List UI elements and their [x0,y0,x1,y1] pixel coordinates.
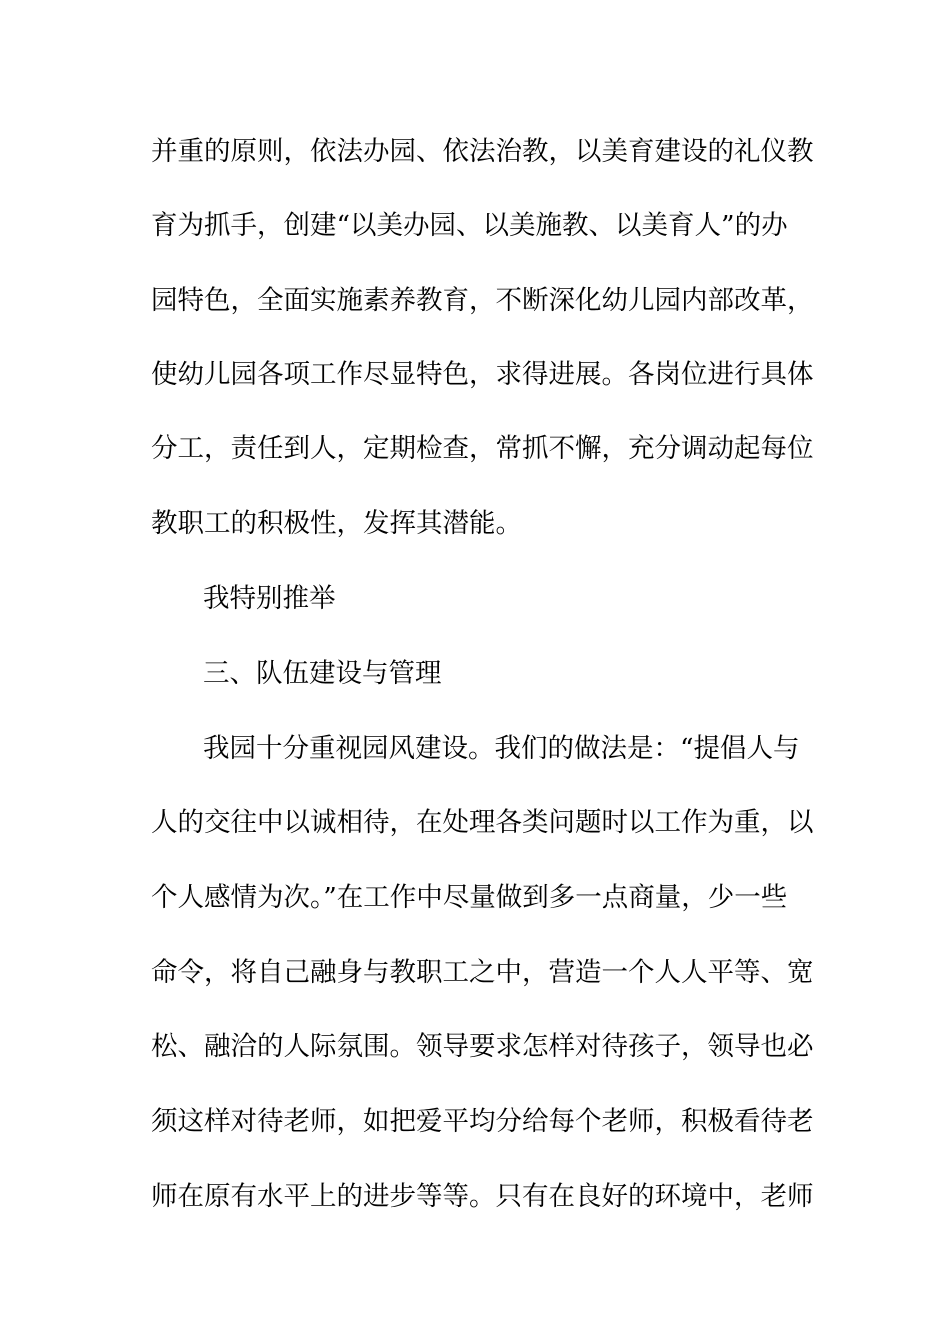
text-line: 园特色，全面实施素养教育，不断深化幼儿园内部改革， [151,285,814,316]
text-line: 须这样对待老师，如把爱平均分给每个老师，积极看待老 [151,1106,814,1137]
text-line: 人的交往中以诚相待，在处理各类问题时以工作为重，以 [151,807,814,838]
text-line: 使幼儿园各项工作尽显特色，求得进展。各岗位进行具体 [151,359,814,390]
text-line: 命令，将自己融身与教职工之中，营造一个人人平等、宽 [151,957,814,988]
section-heading: 三、队伍建设与管理 [203,658,442,689]
text-line: 并重的原则，依法办园、依法治教，以美育建设的礼仪教 [151,136,814,167]
text-line: 松、融洽的人际氛围。领导要求怎样对待孩子，领导也必 [151,1031,814,1062]
text-line: 分工，责任到人，定期检查，常抓不懈，充分调动起每位 [151,433,814,464]
paragraph-first-line: 我园十分重视园风建设。我们的做法是：“提倡人与 [203,733,800,764]
text-line: 育为抓手，创建“以美办园、以美施教、以美育人”的办 [151,210,788,241]
text-line: 教职工的积极性，发挥其潜能。 [151,508,522,539]
text-line: 师在原有水平上的进步等等。只有在良好的环境中，老师 [151,1181,814,1212]
paragraph-text: 我特别推举 [203,583,336,614]
text-line: 个人感情为次。”在工作中尽量做到多一点商量，少一些 [151,882,788,913]
